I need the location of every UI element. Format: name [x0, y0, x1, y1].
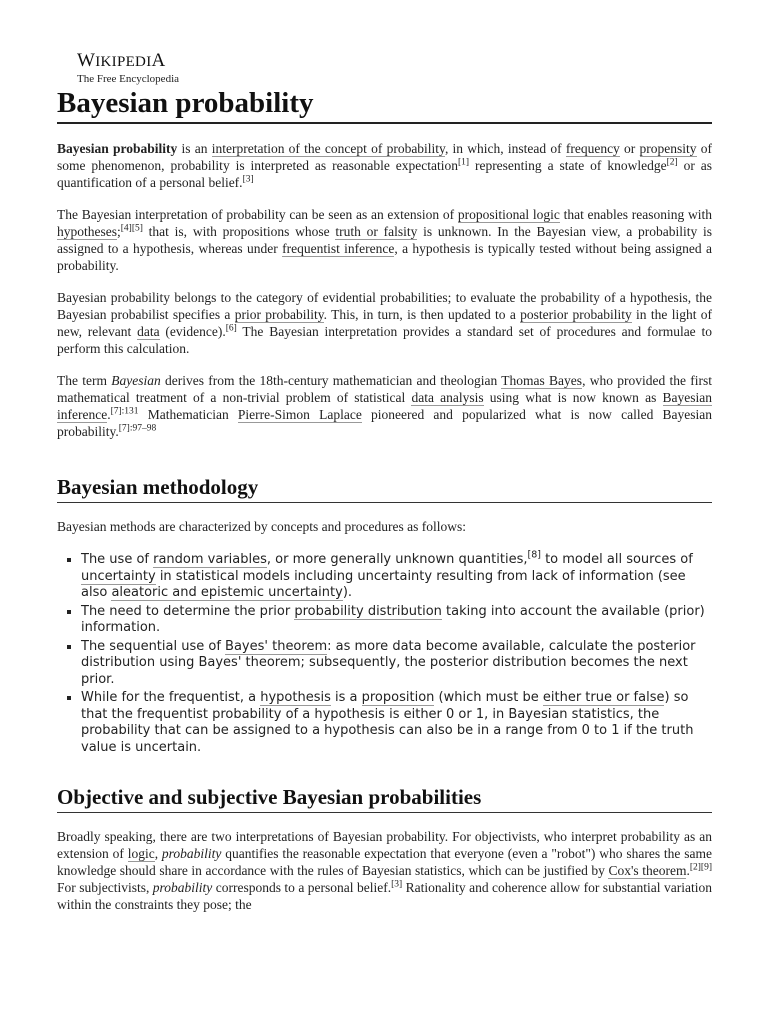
citation[interactable]: [8] — [527, 549, 541, 561]
section-objective-subjective — [57, 784, 712, 913]
link-bayesian-inference[interactable]: Bayesian inference — [57, 390, 713, 422]
citation[interactable]: [7]:131 — [110, 406, 139, 417]
link-coxs-theorem[interactable]: Cox's theorem — [608, 863, 687, 878]
intro-paragraph-4: The term Bayesian derives from the 18th-century mathematician and theologian Thomas Bayes, who provided the first mathematical treatment of a non-trivial problem of statistical data analysis using what is now known as Bayesian inference.$^{[7]:131}$ Mathematician Pierre-Simon Laplace pioneered and popularized what is now called Bayesian probability.$^{[7]:97-98}$ — [57, 373, 713, 439]
link-aleatoric-epistemic[interactable]: aleatoric and epistemic uncertainty — [111, 585, 343, 600]
citation[interactable]: [3] — [242, 174, 254, 185]
logo-wordmark: WIKIPEDIA — [77, 50, 166, 71]
list-item: ▪ The need to determine the prior probability distribution taking into account the available (prior) information. — [81, 604, 712, 637]
link-posterior-probability[interactable]: posterior probability — [520, 307, 632, 322]
intro-paragraph-2: The Bayesian interpretation of probability can be seen as an extension of propositional logic that enables reasoning with hypotheses;[4][5] that is, with propositions whose truth or falsity is unknown. In the Bayesian view, a probability is assigned to a hypothesis, whereas under frequentist inference, a hypothesis is typically tested without being assigned a probability. — [57, 207, 712, 273]
link-truth-or-falsity[interactable]: truth or falsity — [335, 224, 418, 239]
link-bayes-theorem[interactable]: Bayes' theorem — [225, 638, 328, 654]
link-either-true-or-false[interactable]: either true or false — [542, 690, 665, 705]
page-title: Bayesian probability — [57, 86, 712, 124]
intro-section — [57, 140, 712, 455]
citation[interactable]: [6] — [225, 323, 237, 334]
citation[interactable]: [2] — [666, 157, 678, 168]
link-proposition[interactable]: proposition — [361, 690, 435, 705]
section-heading: Objective and subjective Bayesian probabilities — [57, 784, 712, 813]
citation[interactable]: [3] — [391, 879, 403, 890]
section-heading: Bayesian methodology — [57, 474, 712, 503]
link-uncertainty[interactable]: uncertainty — [81, 568, 156, 584]
link-prior-probability[interactable]: prior probability — [234, 307, 324, 322]
wikipedia-logo[interactable] — [77, 51, 179, 85]
citation[interactable]: [4][5] — [120, 223, 143, 234]
intro-paragraph-3: Bayesian probability belongs to the category of evidential probabilities; to evaluate the probability of a hypothesis, the Bayesian probabilist specifies a prior probability. This, in turn, is then updated to a posterior probability in the light of new, relevant data (evidence).[6] The Bayesian interpretation provides a standard set of procedures and formulae to perform this calculation. — [57, 290, 713, 356]
list-item: ▪ The use of random variables, or more generally unknown quantities,[8] to model all sources of uncertainty in statistical models including uncertainty resulting from lack of information (see also aleatoric and epistemic uncertainty). — [81, 552, 712, 602]
link-hypotheses[interactable]: hypotheses — [57, 224, 117, 239]
section-paragraph: Broadly speaking, there are two interpretations of Bayesian probability. For objectivists, who interpret probability as an extension of logic, probability quantifies the reasonable expectation that everyone (even a "robot") who shares the same knowledge should share in accordance with the rules of Bayesian statistics, which can be justified by Cox's theorem.[2][9] For subjectivists, probability corresponds to a personal belief.[3] Rationality and coherence allow for substantial variation within the constraints they pose; the — [57, 829, 712, 912]
link-propositional-logic[interactable]: propositional logic — [457, 207, 560, 222]
link-hypothesis[interactable]: hypothesis — [260, 690, 331, 705]
citation[interactable]: [1] — [457, 157, 470, 168]
link-logic[interactable]: logic — [127, 846, 155, 861]
link-frequency[interactable]: frequency — [565, 141, 620, 156]
methodology-list — [57, 549, 712, 756]
link-probability-distribution[interactable]: probability distribution — [294, 603, 442, 619]
list-item: ▪ The sequential use of Bayes' theorem: as more data become available, calculate the posterior distribution using Bayes' theorem; subsequently, the posterior distribution becomes the next prior. — [81, 639, 712, 689]
section-bayesian-methodology — [57, 474, 712, 758]
link-frequentist-inference[interactable]: frequentist inference — [282, 241, 395, 256]
link-interpretation[interactable]: interpretation of the concept of probability — [211, 141, 445, 156]
intro-paragraph-1: Bayesian probability is an interpretation of the concept of probability, in which, instead of frequency or propensity of some phenomenon, probability is interpreted as reasonable expectation[1] representing a state of knowledge[2] or as quantification of a personal belief.[3] — [57, 141, 713, 190]
link-data-analysis[interactable]: data analysis — [411, 390, 484, 405]
citation[interactable]: [2][9] — [689, 862, 712, 873]
link-random-variables[interactable]: random variables — [153, 552, 267, 567]
citation[interactable]: [7]:97–98 — [118, 423, 157, 434]
link-laplace[interactable]: Pierre-Simon Laplace — [237, 407, 362, 422]
link-thomas-bayes[interactable]: Thomas Bayes — [501, 373, 583, 388]
link-propensity[interactable]: propensity — [639, 141, 697, 156]
section-lead: Bayesian methods are characterized by concepts and procedures as follows: — [57, 519, 466, 534]
list-item: ▪ While for the frequentist, a hypothesis is a proposition (which must be either true or false) so that the frequentist probability of a hypothesis is either 0 or 1, in Bayesian statistics, the probability that can be assigned to a hypothesis can also be in a range from 0 to 1 if the truth value is uncertain. — [81, 690, 712, 756]
logo-tagline: The Free Encyclopedia — [77, 73, 180, 85]
link-data[interactable]: data — [137, 324, 160, 339]
